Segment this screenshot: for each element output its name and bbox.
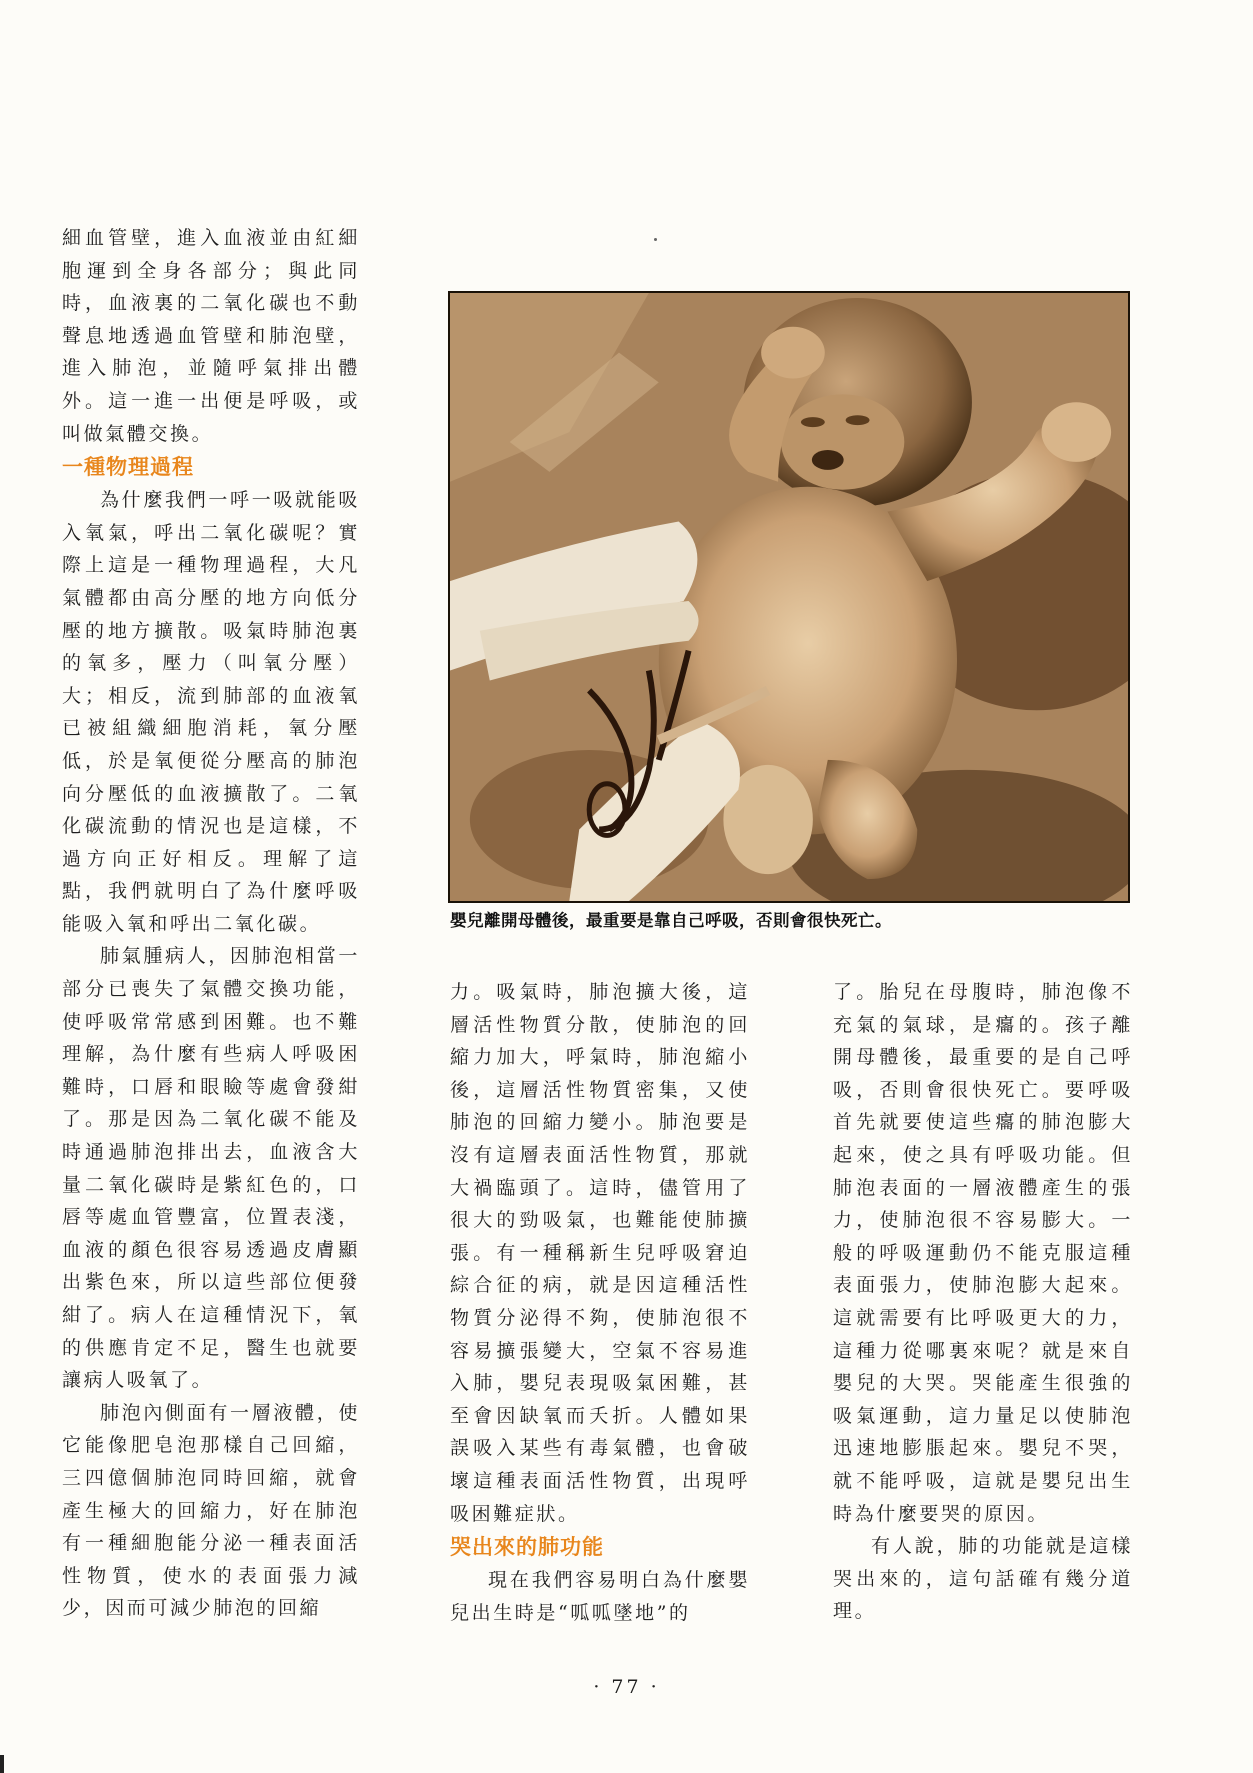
photo-caption: 嬰兒離開母體後，最重要是靠自己呼吸，否則會很快死亡。 [450, 911, 892, 930]
section-heading-physical-process: 一種物理過程 [62, 455, 194, 480]
paragraph: 肺氣腫病人，因肺泡相當一部分已喪失了氣體交換功能，使呼吸常常感到困難。也不難理解，為什麼有些病人呼吸困難時，口唇和眼瞼等處會發紺了。那是因為二氧化碳不能及時通過肺泡排出去，血液含大量二氧化碳時是紫紅色的，口唇等處血管豐富，位置表淺，血液的顏色很容易透過皮膚顯出紫色來，所以這些部位便發紺了。病人在這種情況下，氧的供應肯定不足，醫生也就要讓病人吸氧了。 [62, 945, 360, 1392]
text-column-3 [833, 976, 1133, 1628]
paragraph: 力。吸氣時，肺泡擴大後，這層活性物質分散，使肺泡的回縮力加大，呼氣時，肺泡縮小後，這層活性物質密集，又使肺泡的回縮力變小。肺泡要是沒有這層表面活性物質，那就大禍臨頭了。這時，儘管用了很大的勁吸氣，也難能使肺擴張。有一種稱新生兒呼吸窘迫綜合征的病，就是因這種活性物質分泌得不夠，使肺泡很不容易擴張變大，空氣不容易進入肺，嬰兒表現吸氣困難，甚至會因缺氧而夭折。人體如果誤吸入某些有毒氣體，也會破壞這種表面活性物質，出現呼吸困難症狀。 [450, 981, 750, 1525]
page-number: · 77 · [593, 1676, 660, 1698]
paragraph: 為什麼我們一呼一吸就能吸入氧氣，呼出二氧化碳呢？實際上這是一種物理過程，大凡氣體都由高分壓的地方向低分壓的地方擴散。吸氣時肺泡裏的氧多，壓力（叫氧分壓）大；相反，流到肺部的血液氧已被組織細胞消耗，氧分壓低，於是氧便從分壓高的肺泡向分壓低的血液擴散了。二氧化碳流動的情況也是這樣，不過方向正好相反。理解了這點，我們就明白了為什麼呼吸能吸入氧和呼出二氧化碳。 [62, 489, 360, 935]
paragraph: 肺泡內側面有一層液體，使它能像肥皂泡那樣自己回縮，三四億個肺泡同時回縮，就會產生極大的回縮力，好在肺泡有一種細胞能分泌一種表面活性物質，使水的表面張力減少，因而可減少肺泡的回縮 [62, 1401, 360, 1620]
text-column-1 [62, 222, 360, 1625]
photo-illustration [450, 293, 1128, 901]
speck [654, 238, 657, 241]
paragraph: 有人說，肺的功能就是這樣哭出來的，這句話確有幾分道理。 [833, 1535, 1133, 1623]
text-column-2 [450, 976, 750, 1629]
newborn-baby-photo [448, 291, 1130, 903]
scan-edge-mark [0, 1755, 4, 1773]
paragraph: 細血管壁，進入血液並由紅細胞運到全身各部分；與此同時，血液裏的二氧化碳也不動聲息地透過血管壁和肺泡壁，進入肺泡，並隨呼氣排出體外。這一進一出便是呼吸，或叫做氣體交換。 [62, 227, 360, 445]
paragraph: 現在我們容易明白為什麼嬰兒出生時是“呱呱墜地”的 [450, 1569, 750, 1624]
section-heading-crying-lung-function: 哭出來的肺功能 [450, 1535, 604, 1560]
paragraph: 了。胎兒在母腹時，肺泡像不充氣的氣球，是癟的。孩子離開母體後，最重要的是自己呼吸，否則會很快死亡。要呼吸首先就要使這些癟的肺泡膨大起來，使之具有呼吸功能。但肺泡表面的一層液體產生的張力，使肺泡很不容易膨大。一般的呼吸運動仍不能克服這種表面張力，使肺泡膨大起來。這就需要有比呼吸更大的力，這種力從哪裏來呢？就是來自嬰兒的大哭。哭能產生很強的吸氣運動，這力量足以使肺泡迅速地膨脹起來。嬰兒不哭，就不能呼吸，這就是嬰兒出生時為什麼要哭的原因。 [833, 981, 1133, 1525]
